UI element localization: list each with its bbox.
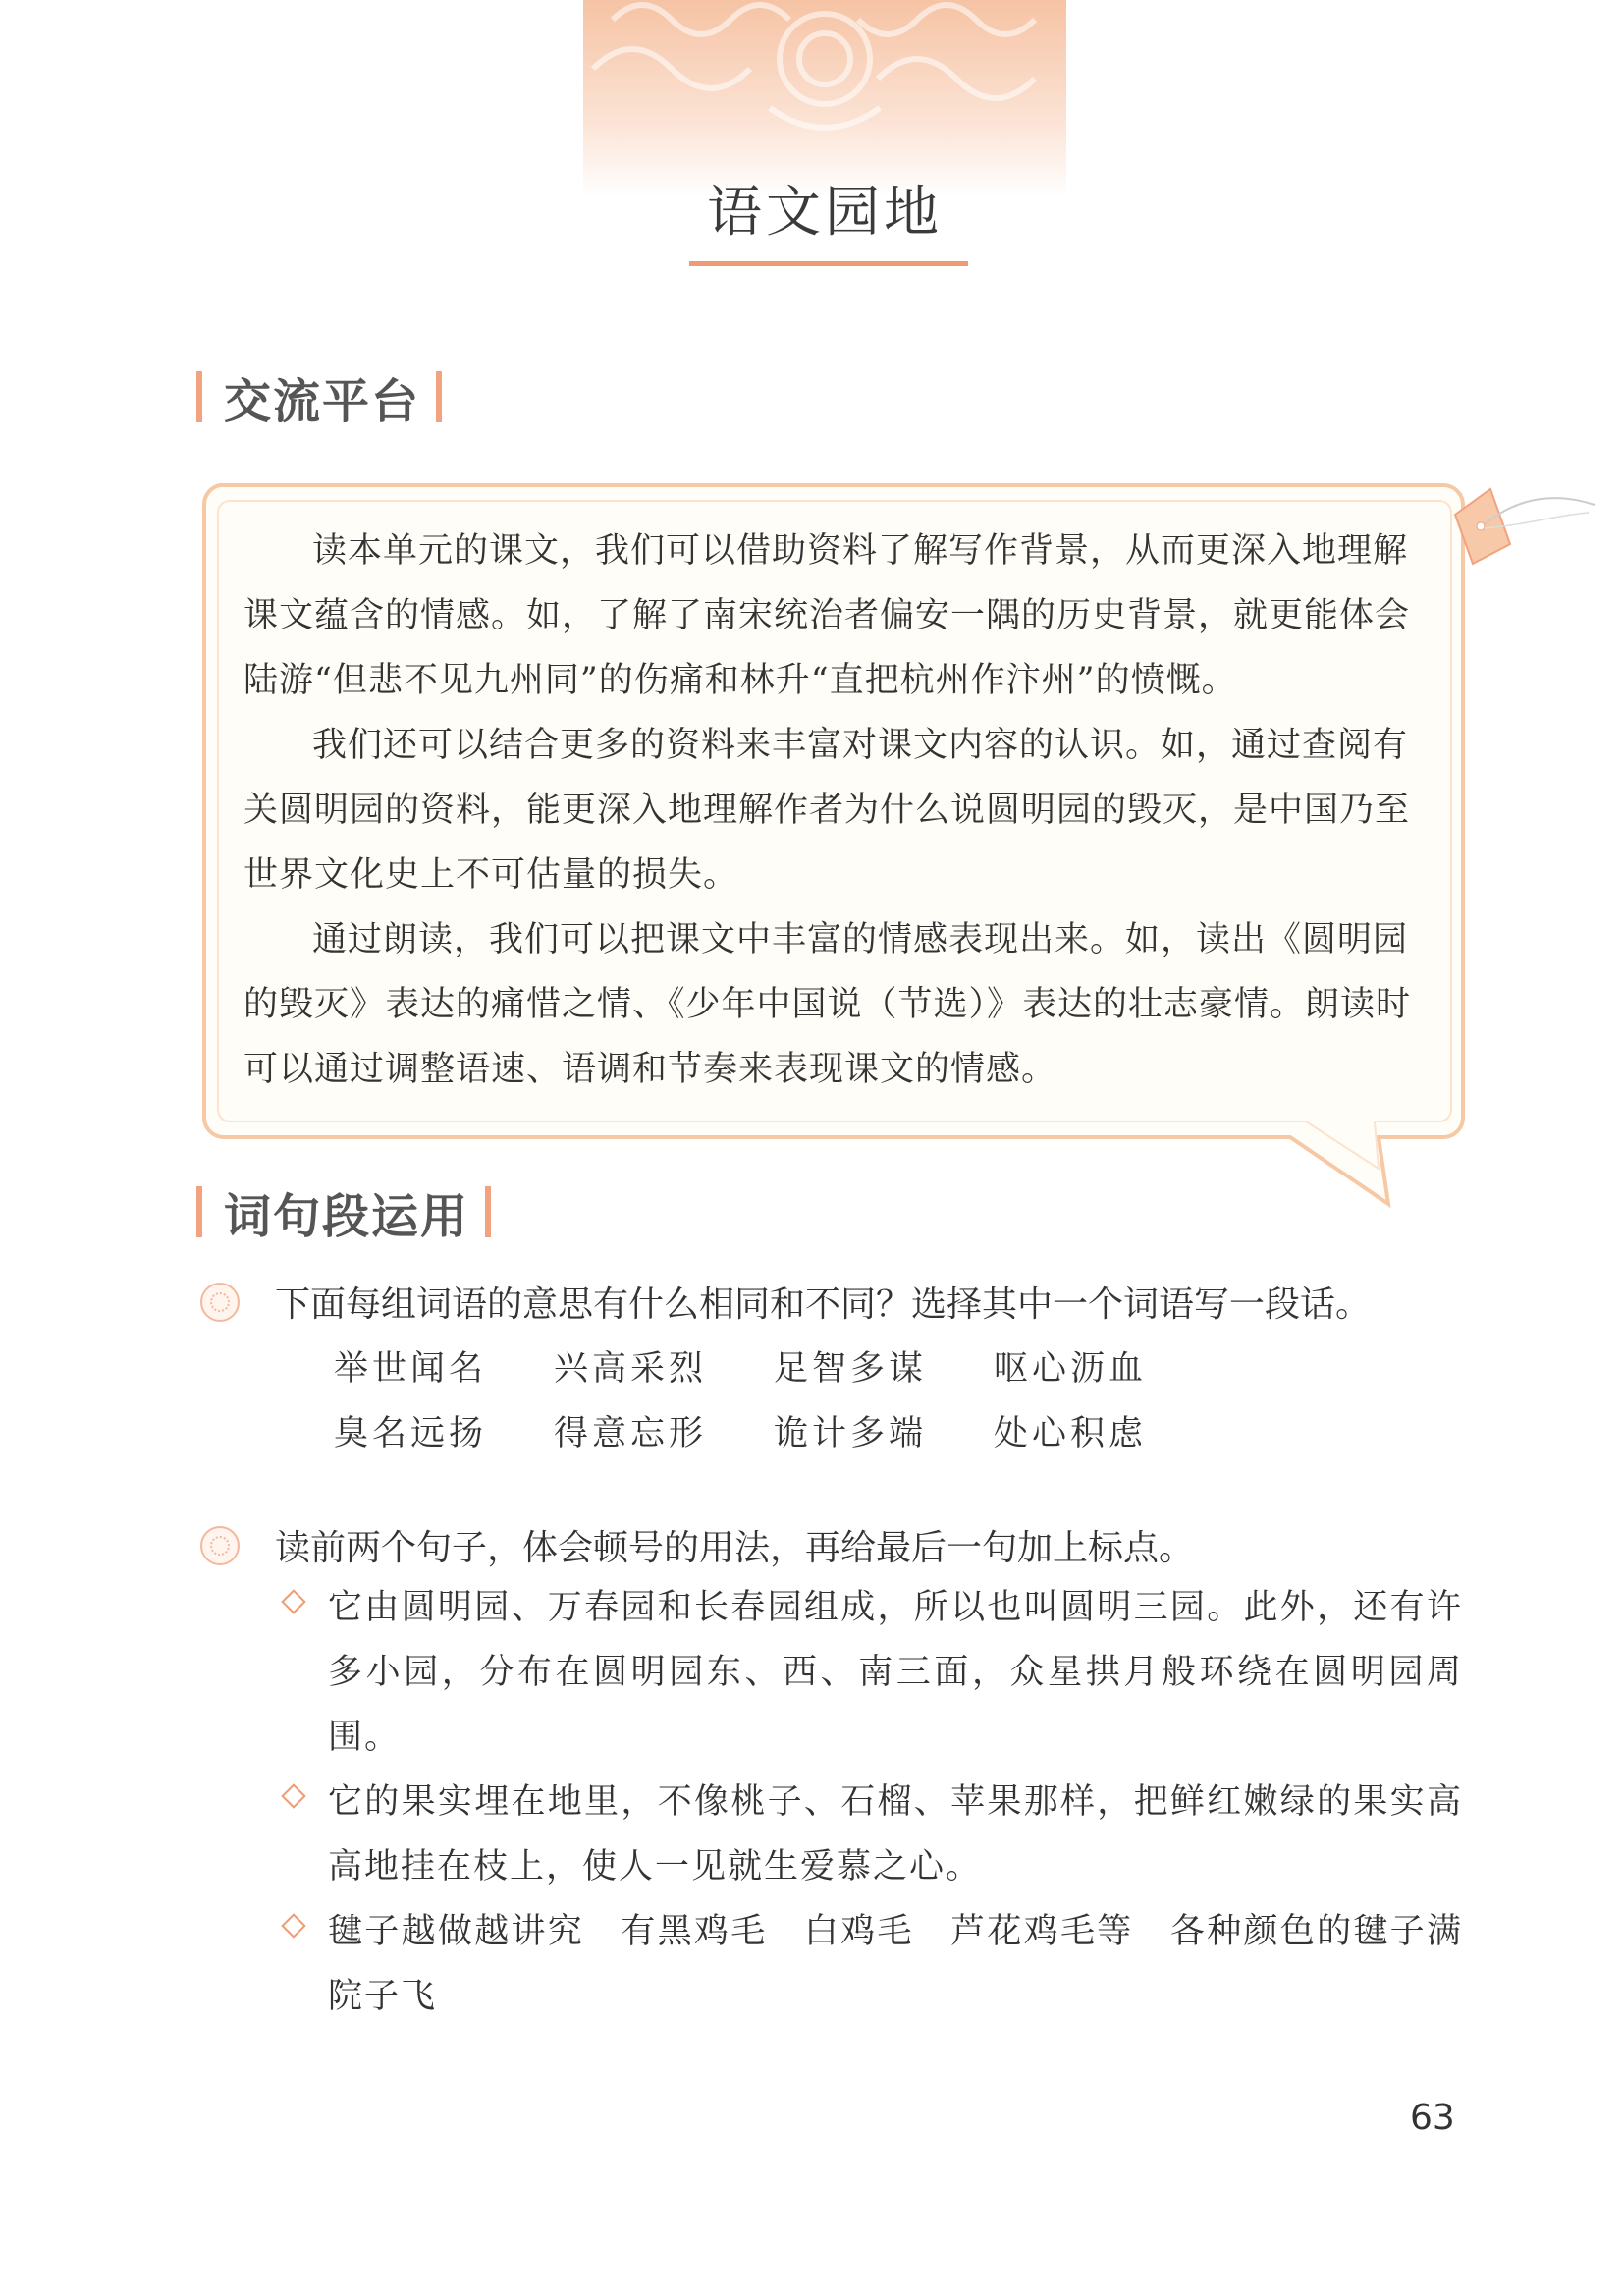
header-banner: [583, 0, 1066, 196]
sentence-text: 毽子越做越讲究 有黑鸡毛 白鸡毛 芦花鸡毛等 各种颜色的毽子满院子飞: [328, 1912, 1463, 2016]
word-item: 处心积虑: [994, 1414, 1148, 1453]
example-sentence: [285, 1899, 1463, 2029]
exchange-bubble: [200, 481, 1467, 1141]
example-sentence: [285, 1575, 1463, 1770]
section-heading-exchange: [196, 365, 442, 428]
title-underline: [689, 261, 968, 266]
question-bullet-icon: [200, 1526, 240, 1565]
word-item: 呕心沥血: [994, 1349, 1148, 1389]
banner-pattern-icon: [583, 0, 1066, 196]
diamond-bullet-icon: [281, 1913, 305, 1938]
exchange-paragraph: 读本单元的课文，我们可以借助资料了解写作背景，从而更深入地理解课文蕴含的情感。如，了解了南宋统治者偏安一隅的历史背景，就更能体会陆游“但悲不见九州同”的伤痛和林升“直把杭州作汴州”的愤慨。: [243, 531, 1411, 700]
sentence-text: 它的果实埋在地里，不像桃子、石榴、苹果那样，把鲜红嫩绿的果实高高地挂在枝上，使人一见就生爱慕之心。: [328, 1782, 1463, 1886]
heading-bar-left: [196, 1186, 202, 1237]
question-2-text: 读前两个句子，体会顿号的用法，再给最后一句加上标点。: [275, 1528, 1195, 1568]
word-item: 诡计多端: [774, 1414, 928, 1453]
example-sentence: [285, 1770, 1463, 1899]
heading-bar-left: [196, 371, 202, 422]
question-1-text: 下面每组词语的意思有什么相同和不同？选择其中一个词语写一段话。: [275, 1285, 1372, 1325]
section-heading-label: 词句段运用: [224, 1188, 470, 1244]
diamond-bullet-icon: [281, 1783, 305, 1808]
page-title: 语文园地: [707, 181, 943, 245]
word-item: 臭名远扬: [334, 1414, 488, 1453]
sentence-text: 它由圆明园、万春园和长春园组成，所以也叫圆明三园。此外，还有许多小园，分布在圆明园东、西、南三面，众星拱月般环绕在圆明园周围。: [328, 1588, 1463, 1757]
exchange-text: [243, 519, 1422, 1102]
word-item: 兴高采烈: [554, 1349, 708, 1389]
word-item: 得意忘形: [554, 1414, 708, 1453]
section-heading-usage: [196, 1180, 491, 1243]
page-number: 63: [1410, 2098, 1455, 2138]
tag-decoration-icon: [1451, 485, 1598, 593]
word-grid: [334, 1347, 1217, 1455]
word-item: 足智多谋: [774, 1349, 928, 1389]
diamond-bullet-icon: [281, 1589, 305, 1613]
exchange-paragraph: 我们还可以结合更多的资料来丰富对课文内容的认识。如，通过查阅有关圆明园的资料，能更深入地理解作者为什么说圆明园的毁灭，是中国乃至世界文化史上不可估量的损失。: [243, 726, 1411, 895]
heading-bar-right: [436, 371, 442, 422]
section-heading-label: 交流平台: [224, 373, 421, 429]
question-bullet-icon: [200, 1283, 240, 1322]
heading-bar-right: [485, 1186, 491, 1237]
word-item: 举世闻名: [334, 1349, 488, 1389]
exchange-paragraph: 通过朗读，我们可以把课文中丰富的情感表现出来。如，读出《圆明园的毁灭》表达的痛惜之情、《少年中国说（节选）》表达的壮志豪情。朗读时可以通过调整语速、语调和节奏来表现课文的情感。: [243, 920, 1412, 1089]
